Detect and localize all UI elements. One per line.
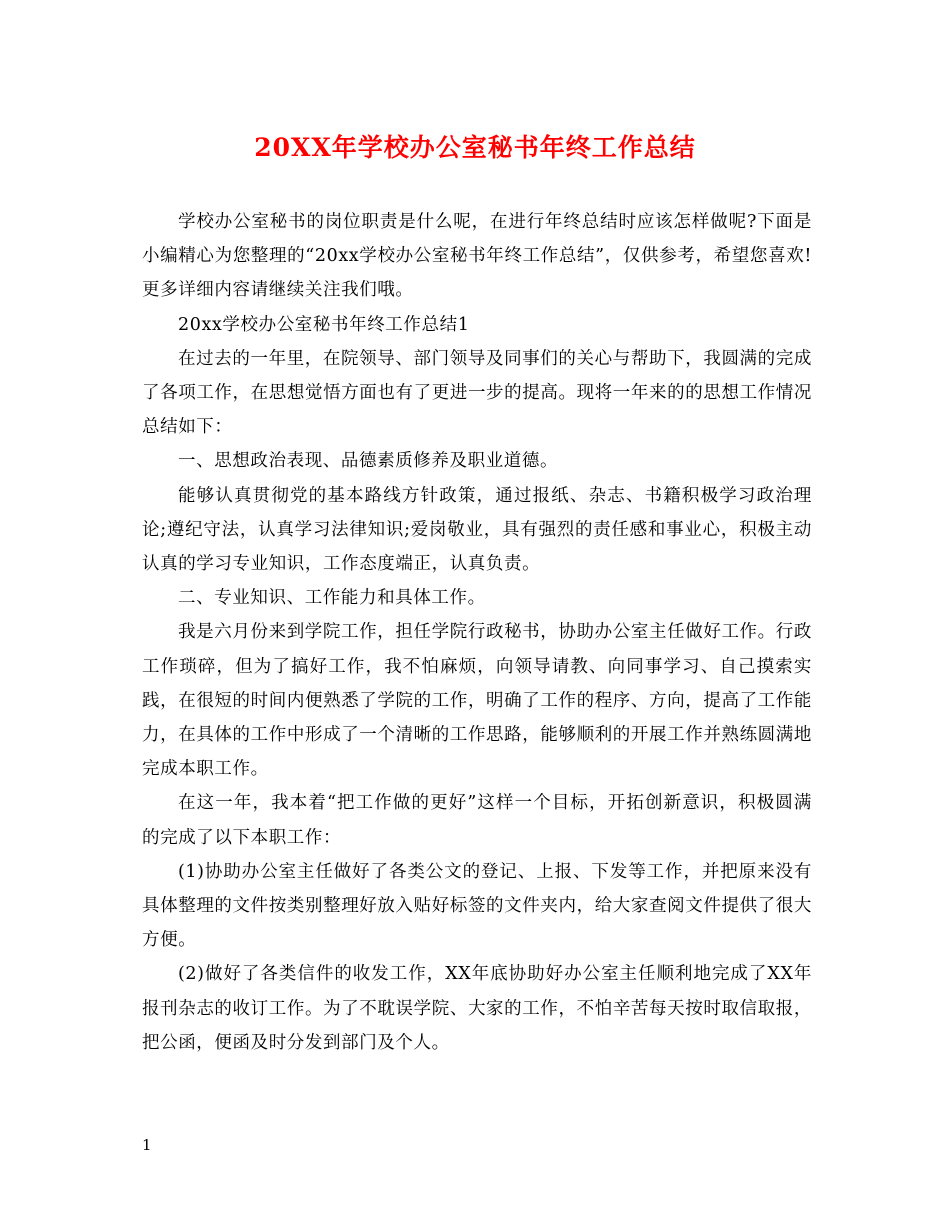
paragraph-section-heading: 20xx学校办公室秘书年终工作总结1 (178, 314, 470, 335)
paragraph-politics: 能够认真贯彻党的基本路线方针政策，通过报纸、杂志、书籍积极学习政治理论;遵纪守法，认真学习法律知识;爱岗敬业，具有强烈的责任感和事业心，积极主动认真的学习专业知识，工作态度端正，认真负责。 (142, 485, 812, 575)
paragraph-intro: 学校办公室秘书的岗位职责是什么呢，在进行年终总结时应该怎样做呢?下面是小编精心为您整理的“20xx学校办公室秘书年终工作总结”，仅供参考，希望您喜欢!更多详细内容请继续关注我们哦。 (142, 212, 812, 301)
paragraph-work-ability: 我是六月份来到学院工作，担任学院行政秘书，协助办公室主任做好工作。行政工作琐碎，但为了搞好工作，我不怕麻烦，向领导请教、向同事学习、自己摸索实践，在很短的时间内便熟悉了学院的工作，明确了工作的程序、方向，提高了工作能力，在具体的工作中形成了一个清晰的工作思路，能够顺利的开展工作并熟练圆满地完成本职工作。 (142, 622, 812, 780)
paragraph-overview: 在过去的一年里，在院领导、部门领导及同事们的关心与帮助下，我圆满的完成了各项工作，在思想觉悟方面也有了更进一步的提高。现将一年来的的思想工作情况总结如下： (142, 348, 812, 438)
paragraph-item-1: (1)协助办公室主任做好了各类公文的登记、上报、下发等工作，并把原来没有具体整理的文件按类别整理好放入贴好标签的文件夹内，给大家查阅文件提供了很大方便。 (142, 861, 812, 951)
document-body (142, 205, 812, 1060)
paragraph-goal: 在这一年，我本着“把工作做的更好”这样一个目标，开拓创新意识，积极圆满的完成了以下本职工作： (142, 793, 812, 848)
paragraph-heading-2: 二、专业知识、工作能力和具体工作。 (178, 588, 486, 609)
page-number: 1 (142, 1136, 152, 1154)
paragraph-heading-1: 一、思想政治表现、品德素质修养及职业道德。 (178, 451, 559, 472)
document-title: 20XX年学校办公室秘书年终工作总结 (254, 133, 696, 162)
paragraph-item-2: (2)做好了各类信件的收发工作，XX年底协助好办公室主任顺利地完成了XX年报刊杂志的收订工作。为了不耽误学院、大家的工作，不怕辛苦每天按时取信取报，把公函，便函及时分发到部门及个人。 (142, 964, 812, 1053)
